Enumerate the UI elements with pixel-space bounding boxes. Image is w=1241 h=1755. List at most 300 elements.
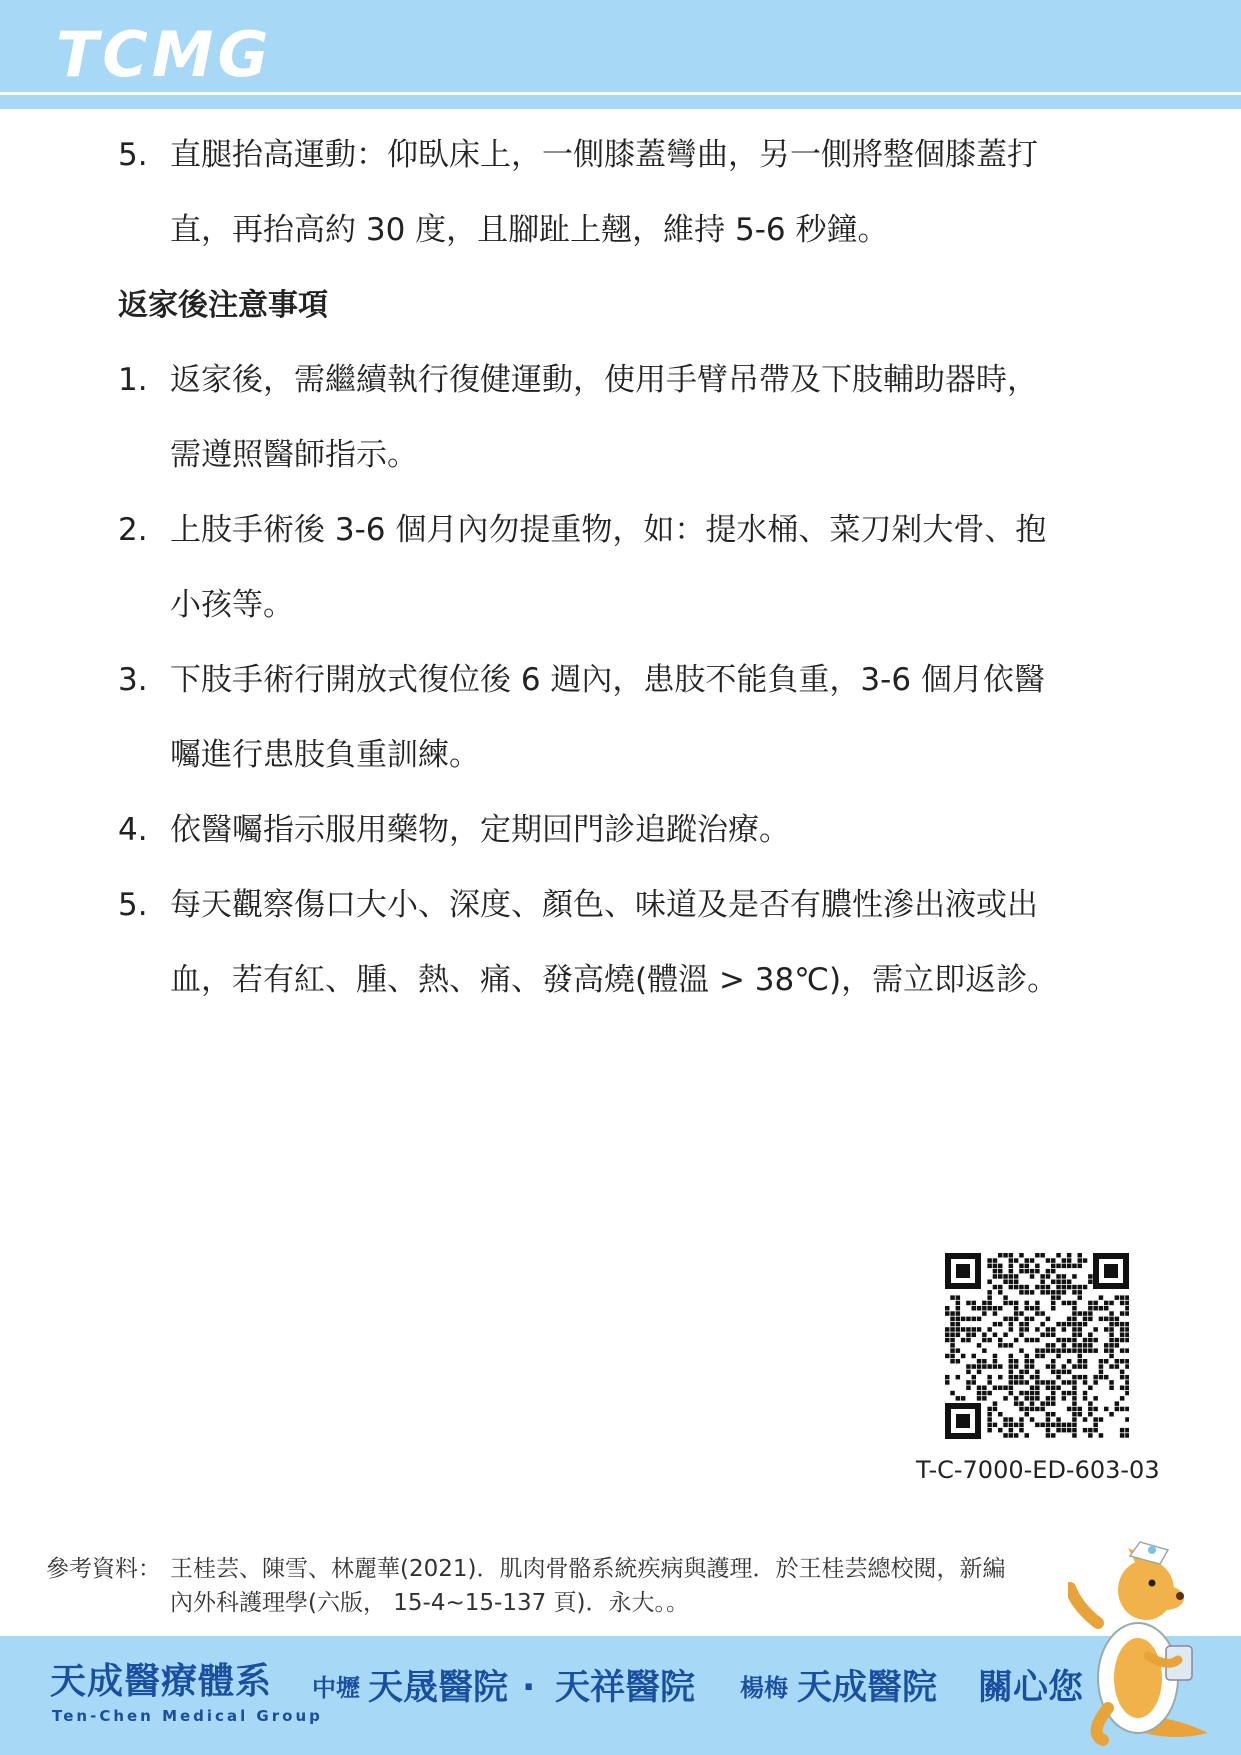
qr-module: [1067, 1348, 1072, 1353]
qr-module: [1078, 1322, 1083, 1327]
qr-module: [1088, 1338, 1093, 1343]
qr-module: [1099, 1317, 1104, 1322]
qr-module: [1030, 1386, 1035, 1391]
qr-module: [1109, 1412, 1114, 1417]
qr-module: [1078, 1359, 1083, 1364]
qr-module: [1125, 1338, 1129, 1343]
qr-module: [1025, 1327, 1030, 1332]
qr-module: [1120, 1322, 1125, 1327]
qr-module: [956, 1306, 961, 1311]
qr-module: [945, 1380, 950, 1385]
qr-module: [1083, 1338, 1088, 1343]
qr-module: [1104, 1343, 1109, 1348]
qr-module: [1115, 1295, 1120, 1300]
qr-module: [1125, 1348, 1129, 1353]
qr-module: [972, 1354, 977, 1359]
qr-module: [993, 1306, 998, 1311]
qr-module: [1014, 1364, 1019, 1369]
qr-module: [1040, 1285, 1045, 1290]
qr-module: [1083, 1428, 1088, 1433]
qr-module: [972, 1327, 977, 1332]
qr-module: [1025, 1258, 1030, 1263]
qr-module: [966, 1364, 971, 1369]
item-line: 直，再抬高約 30 度，且腳趾上翹，維持 5-6 秒鐘。: [170, 212, 889, 248]
qr-module: [1067, 1264, 1072, 1269]
qr-module: [1125, 1295, 1129, 1300]
qr-module: [1072, 1264, 1077, 1269]
qr-module: [1109, 1386, 1114, 1391]
qr-module: [950, 1354, 955, 1359]
item-line: 囑進行患肢負重訓練。: [170, 737, 480, 773]
qr-module: [1062, 1423, 1067, 1428]
qr-module: [977, 1359, 982, 1364]
qr-module: [998, 1338, 1003, 1343]
qr-module: [1056, 1295, 1061, 1300]
qr-module: [1003, 1280, 1008, 1285]
qr-module: [1040, 1407, 1045, 1412]
qr-module: [972, 1301, 977, 1306]
qr-module: [1078, 1364, 1083, 1369]
qr-module: [1014, 1301, 1019, 1306]
qr-module: [1099, 1370, 1104, 1375]
qr-module: [1025, 1364, 1030, 1369]
qr-module: [1115, 1364, 1120, 1369]
qr-module: [1067, 1253, 1072, 1258]
qr-module: [1025, 1306, 1030, 1311]
qr-module: [1035, 1391, 1040, 1396]
qr-module: [1099, 1417, 1104, 1422]
qr-module: [1088, 1386, 1093, 1391]
qr-module: [1003, 1417, 1008, 1422]
qr-module: [1051, 1290, 1056, 1295]
qr-module: [1046, 1364, 1051, 1369]
qr-module: [977, 1364, 982, 1369]
qr-module: [1104, 1359, 1109, 1364]
qr-module: [1051, 1258, 1056, 1263]
qr-module: [1120, 1348, 1125, 1353]
qr-module: [1078, 1354, 1083, 1359]
qr-module: [977, 1386, 982, 1391]
qr-module: [1030, 1306, 1035, 1311]
qr-module: [1093, 1348, 1098, 1353]
qr-module: [977, 1306, 982, 1311]
qr-module: [1019, 1311, 1024, 1316]
qr-module: [993, 1423, 998, 1428]
qr-module: [961, 1354, 966, 1359]
qr-module: [1062, 1428, 1067, 1433]
qr-module: [1120, 1295, 1125, 1300]
qr-module: [1019, 1375, 1024, 1380]
hospital-name: 天晟醫院: [368, 1668, 509, 1708]
qr-module: [1035, 1348, 1040, 1353]
qr-module: [1019, 1370, 1024, 1375]
qr-module: [1099, 1295, 1104, 1300]
qr-module: [1046, 1428, 1051, 1433]
qr-module: [1035, 1380, 1040, 1385]
qr-module: [1078, 1327, 1083, 1332]
qr-module: [1088, 1280, 1093, 1285]
qr-module: [950, 1317, 955, 1322]
header-band-lower: [0, 95, 1241, 109]
qr-module: [1062, 1290, 1067, 1295]
qr-module: [993, 1274, 998, 1279]
qr-module: [1120, 1396, 1125, 1401]
qr-module: [1030, 1274, 1035, 1279]
qr-module: [966, 1380, 971, 1385]
qr-module: [950, 1295, 955, 1300]
qr-module: [956, 1322, 961, 1327]
qr-module: [1062, 1301, 1067, 1306]
qr-module: [1019, 1285, 1024, 1290]
qr-module: [1003, 1386, 1008, 1391]
qr-module: [1088, 1401, 1093, 1406]
kangaroo-mascot-icon: [1068, 1528, 1218, 1750]
qr-module: [993, 1311, 998, 1316]
qr-module: [1051, 1333, 1056, 1338]
item-line: 直腿抬高運動：仰臥床上，一側膝蓋彎曲，另一側將整個膝蓋打: [170, 137, 1038, 173]
qr-module: [982, 1306, 987, 1311]
qr-module: [1067, 1428, 1072, 1433]
qr-module: [1030, 1269, 1035, 1274]
qr-module: [982, 1301, 987, 1306]
qr-module: [1062, 1264, 1067, 1269]
qr-module: [1078, 1295, 1083, 1300]
qr-module: [966, 1333, 971, 1338]
qr-module: [1115, 1317, 1120, 1322]
qr-module: [1046, 1317, 1051, 1322]
qr-module: [1014, 1433, 1019, 1438]
qr-module: [1109, 1348, 1114, 1353]
qr-module: [1125, 1407, 1129, 1412]
qr-module: [998, 1306, 1003, 1311]
reference-line: 內外科護理學(六版， 15-4~15-137 頁)．永大。。: [170, 1590, 690, 1616]
qr-module: [956, 1348, 961, 1353]
qr-module: [1046, 1380, 1051, 1385]
qr-module: [1009, 1386, 1014, 1391]
qr-module: [998, 1264, 1003, 1269]
qr-module: [1009, 1258, 1014, 1263]
location-label: 中壢: [312, 1674, 360, 1702]
qr-module: [1025, 1396, 1030, 1401]
qr-module: [1067, 1338, 1072, 1343]
qr-module: [1083, 1380, 1088, 1385]
qr-module: [1088, 1306, 1093, 1311]
qr-module: [1051, 1396, 1056, 1401]
qr-module: [956, 1375, 961, 1380]
qr-module: [1014, 1380, 1019, 1385]
qr-module: [950, 1391, 955, 1396]
qr-module: [1030, 1375, 1035, 1380]
qr-module: [1072, 1417, 1077, 1422]
qr-module: [1030, 1258, 1035, 1263]
item-line: 血，若有紅、腫、熱、痛、發高燒(體溫 > 38℃)，需立即返診。: [170, 962, 1059, 998]
qr-module: [1093, 1423, 1098, 1428]
qr-module: [1056, 1417, 1061, 1422]
qr-module: [1125, 1428, 1129, 1433]
qr-module: [1040, 1311, 1045, 1316]
qr-module: [950, 1322, 955, 1327]
qr-module: [1078, 1333, 1083, 1338]
qr-module: [1120, 1386, 1125, 1391]
qr-module: [1109, 1317, 1114, 1322]
qr-module: [1062, 1258, 1067, 1263]
qr-module: [1019, 1327, 1024, 1332]
qr-module: [987, 1391, 992, 1396]
qr-module: [1067, 1285, 1072, 1290]
qr-module: [1072, 1322, 1077, 1327]
qr-module: [1088, 1317, 1093, 1322]
document-code: T-C-7000-ED-603-03: [916, 1456, 1160, 1484]
qr-module: [1019, 1407, 1024, 1412]
qr-module: [1009, 1269, 1014, 1274]
qr-module: [1083, 1391, 1088, 1396]
qr-module: [1019, 1269, 1024, 1274]
qr-module: [977, 1391, 982, 1396]
qr-module: [1088, 1348, 1093, 1353]
qr-module: [982, 1391, 987, 1396]
qr-module: [1046, 1333, 1051, 1338]
qr-module: [950, 1348, 955, 1353]
qr-module: [1009, 1370, 1014, 1375]
qr-module: [1009, 1391, 1014, 1396]
qr-module: [1051, 1412, 1056, 1417]
qr-module: [1046, 1396, 1051, 1401]
qr-module: [1125, 1306, 1129, 1311]
qr-module: [1051, 1327, 1056, 1332]
qr-module: [1051, 1380, 1056, 1385]
qr-module: [1072, 1396, 1077, 1401]
qr-module: [1003, 1343, 1008, 1348]
qr-module: [1019, 1428, 1024, 1433]
qr-module: [1025, 1391, 1030, 1396]
qr-module: [998, 1290, 1003, 1295]
item-text: [170, 868, 1128, 1018]
qr-module: [1109, 1301, 1114, 1306]
qr-module: [1072, 1285, 1077, 1290]
qr-module: [987, 1428, 992, 1433]
qr-module: [1035, 1370, 1040, 1375]
qr-module: [1009, 1327, 1014, 1332]
qr-module: [993, 1269, 998, 1274]
qr-module: [1125, 1301, 1129, 1306]
qr-module: [1009, 1322, 1014, 1327]
qr-module: [987, 1417, 992, 1422]
qr-module: [1088, 1407, 1093, 1412]
qr-module: [972, 1317, 977, 1322]
qr-module: [1025, 1264, 1030, 1269]
qr-module: [1062, 1285, 1067, 1290]
qr-module: [1030, 1317, 1035, 1322]
qr-module: [1078, 1290, 1083, 1295]
qr-module: [972, 1375, 977, 1380]
qr-module: [1062, 1370, 1067, 1375]
qr-module: [1099, 1375, 1104, 1380]
qr-module: [1040, 1380, 1045, 1385]
qr-module: [1072, 1386, 1077, 1391]
qr-module: [1109, 1343, 1114, 1348]
item-number: 4.: [118, 812, 148, 848]
qr-module: [1009, 1285, 1014, 1290]
qr-module: [1030, 1290, 1035, 1295]
qr-module: [987, 1412, 992, 1417]
qr-module: [1072, 1343, 1077, 1348]
qr-module: [993, 1407, 998, 1412]
qr-module: [972, 1380, 977, 1385]
qr-module: [956, 1295, 961, 1300]
qr-module: [1046, 1269, 1051, 1274]
qr-module: [950, 1333, 955, 1338]
qr-module: [1051, 1423, 1056, 1428]
qr-module: [1014, 1306, 1019, 1311]
qr-module: [1078, 1264, 1083, 1269]
qr-module: [1072, 1380, 1077, 1385]
item-text: [170, 343, 1128, 493]
qr-module: [982, 1386, 987, 1391]
qr-module: [977, 1343, 982, 1348]
qr-module: [987, 1306, 992, 1311]
item-number: 5.: [118, 887, 148, 923]
qr-module: [1051, 1433, 1056, 1438]
reference-text: [170, 1552, 1120, 1620]
qr-module: [1083, 1258, 1088, 1263]
qr-module: [1046, 1327, 1051, 1332]
qr-module: [982, 1333, 987, 1338]
qr-module: [1104, 1375, 1109, 1380]
qr-module: [1014, 1317, 1019, 1322]
item-number: 2.: [118, 512, 148, 548]
qr-module: [1115, 1359, 1120, 1364]
qr-module: [1104, 1317, 1109, 1322]
qr-module: [1088, 1343, 1093, 1348]
qr-module: [982, 1348, 987, 1353]
qr-module: [1009, 1380, 1014, 1385]
qr-module: [1067, 1391, 1072, 1396]
qr-module: [987, 1258, 992, 1263]
qr-module: [993, 1359, 998, 1364]
qr-module: [1125, 1386, 1129, 1391]
qr-module: [1078, 1343, 1083, 1348]
qr-module: [1040, 1401, 1045, 1406]
qr-module: [945, 1327, 950, 1332]
qr-module: [977, 1317, 982, 1322]
qr-module: [1046, 1417, 1051, 1422]
qr-module: [1078, 1285, 1083, 1290]
qr-module: [945, 1354, 950, 1359]
qr-module: [1009, 1253, 1014, 1258]
qr-module: [1014, 1401, 1019, 1406]
qr-module: [1093, 1407, 1098, 1412]
qr-module: [1072, 1433, 1077, 1438]
qr-module: [998, 1412, 1003, 1417]
qr-module: [1093, 1338, 1098, 1343]
qr-module: [1056, 1428, 1061, 1433]
qr-module: [1003, 1274, 1008, 1279]
qr-module: [1025, 1407, 1030, 1412]
qr-module: [1030, 1417, 1035, 1422]
qr-module: [1067, 1359, 1072, 1364]
qr-module: [1046, 1412, 1051, 1417]
qr-module: [1120, 1433, 1125, 1438]
qr-module: [1009, 1274, 1014, 1279]
reference-label: 參考資料：: [46, 1556, 161, 1582]
qr-module: [1083, 1348, 1088, 1353]
qr-module: [1051, 1364, 1056, 1369]
qr-module: [998, 1375, 1003, 1380]
qr-module: [966, 1386, 971, 1391]
qr-module: [1072, 1364, 1077, 1369]
qr-module: [977, 1396, 982, 1401]
qr-module: [1025, 1370, 1030, 1375]
qr-module: [993, 1354, 998, 1359]
qr-module: [1025, 1269, 1030, 1274]
qr-module: [1046, 1423, 1051, 1428]
qr-module: [1093, 1301, 1098, 1306]
qr-module: [1088, 1428, 1093, 1433]
qr-module: [1051, 1401, 1056, 1406]
qr-module: [1025, 1433, 1030, 1438]
qr-module: [1078, 1311, 1083, 1316]
qr-module: [1125, 1417, 1129, 1422]
qr-module: [1120, 1359, 1125, 1364]
qr-module: [1062, 1364, 1067, 1369]
qr-module: [1014, 1274, 1019, 1279]
qr-module: [1083, 1417, 1088, 1422]
qr-module: [1019, 1290, 1024, 1295]
qr-module: [1051, 1269, 1056, 1274]
qr-module: [1109, 1364, 1114, 1369]
qr-module: [972, 1364, 977, 1369]
qr-module: [1056, 1370, 1061, 1375]
qr-module: [1125, 1322, 1129, 1327]
qr-module: [1125, 1391, 1129, 1396]
qr-module: [1025, 1338, 1030, 1343]
qr-module: [1067, 1301, 1072, 1306]
qr-module: [1014, 1375, 1019, 1380]
item-line: 小孩等。: [170, 587, 294, 623]
qr-module: [1067, 1317, 1072, 1322]
qr-module: [945, 1333, 950, 1338]
qr-module: [1125, 1375, 1129, 1380]
qr-module: [1040, 1290, 1045, 1295]
qr-module: [950, 1359, 955, 1364]
qr-module: [987, 1338, 992, 1343]
qr-module: [1104, 1327, 1109, 1332]
qr-module: [956, 1317, 961, 1322]
qr-module: [961, 1317, 966, 1322]
qr-module: [1009, 1317, 1014, 1322]
qr-module: [1035, 1338, 1040, 1343]
qr-module: [972, 1306, 977, 1311]
qr-code-icon[interactable]: [945, 1253, 1129, 1439]
qr-module: [1019, 1333, 1024, 1338]
qr-module: [1062, 1348, 1067, 1353]
qr-module: [1051, 1264, 1056, 1269]
qr-module: [1051, 1343, 1056, 1348]
qr-module: [1040, 1253, 1045, 1258]
qr-module: [1062, 1327, 1067, 1332]
qr-module: [1025, 1380, 1030, 1385]
qr-module: [1035, 1386, 1040, 1391]
qr-module: [1009, 1375, 1014, 1380]
qr-module: [1062, 1338, 1067, 1343]
qr-module: [1093, 1306, 1098, 1311]
qr-module: [1120, 1338, 1125, 1343]
qr-module: [1109, 1327, 1114, 1332]
qr-module: [1093, 1428, 1098, 1433]
qr-module: [956, 1333, 961, 1338]
qr-module: [1003, 1396, 1008, 1401]
qr-module: [987, 1295, 992, 1300]
